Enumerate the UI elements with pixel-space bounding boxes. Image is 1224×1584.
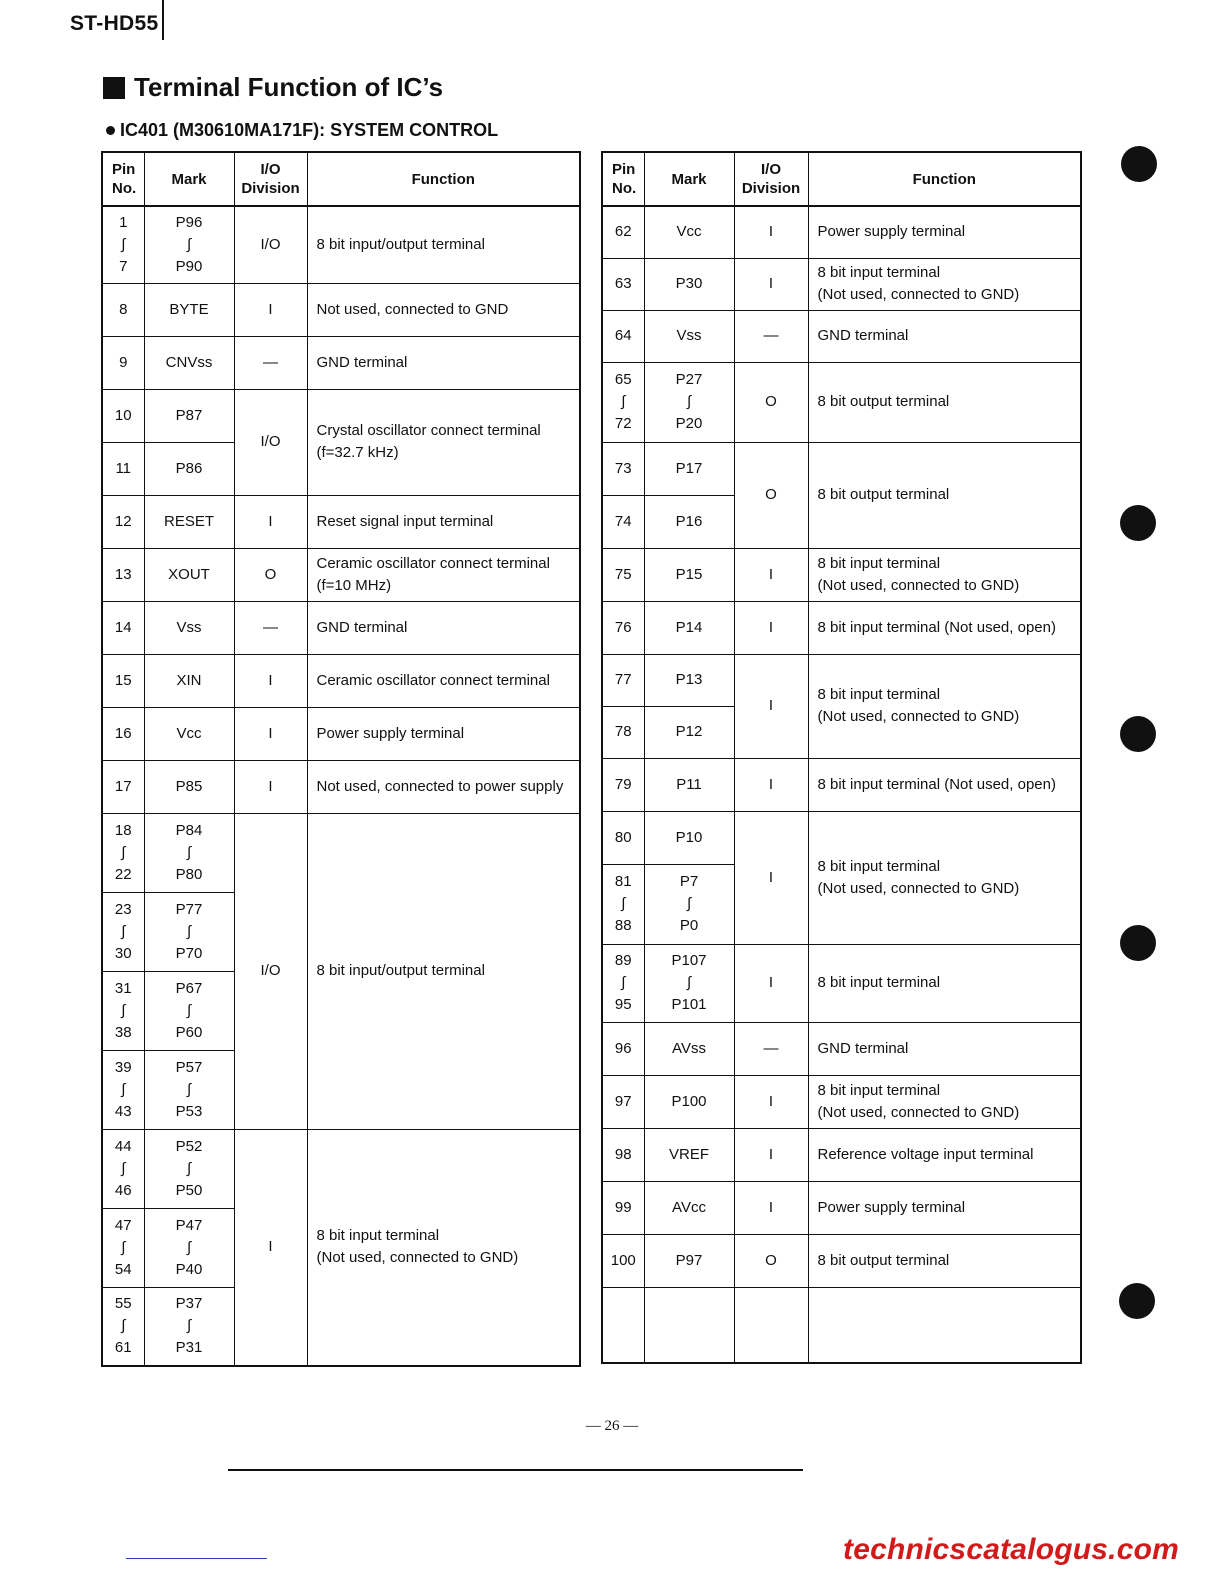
mark-cell: P107 ∫ P101 xyxy=(644,944,734,1022)
io-cell: I xyxy=(734,601,808,654)
function-cell: Crystal oscillator connect terminal (f=32.7 kHz) xyxy=(307,389,580,495)
mark-cell: RESET xyxy=(144,495,234,548)
pin-cell: 78 xyxy=(602,706,644,758)
mark-cell: P15 xyxy=(644,548,734,601)
punch-hole-icon xyxy=(1120,925,1156,961)
mark-cell: P47 ∫ P40 xyxy=(144,1208,234,1287)
mark-cell: P52 ∫ P50 xyxy=(144,1129,234,1208)
io-cell: I/O xyxy=(234,206,307,283)
table-row xyxy=(602,1181,1081,1234)
mark-cell: P77 ∫ P70 xyxy=(144,892,234,971)
io-cell: I xyxy=(234,654,307,707)
function-cell: Power supply terminal xyxy=(307,707,580,760)
io-cell: — xyxy=(234,601,307,654)
pin-cell: 77 xyxy=(602,654,644,706)
page-title-text: Terminal Function of IC’s xyxy=(134,72,444,102)
io-cell: O xyxy=(734,362,808,442)
table-header-row xyxy=(602,152,1081,206)
function-cell: 8 bit input terminal (Not used, connected to GND) xyxy=(307,1129,580,1366)
function-cell: GND terminal xyxy=(808,1022,1081,1075)
page-number: — 26 — xyxy=(585,1418,639,1434)
ic-subtitle-text: IC401 (M30610MA171F): SYSTEM CONTROL xyxy=(120,120,499,140)
pin-cell: 14 xyxy=(102,601,144,654)
io-cell: I xyxy=(734,811,808,944)
table-row xyxy=(602,601,1081,654)
page-title xyxy=(103,72,443,103)
io-cell: I xyxy=(734,206,808,258)
table-row xyxy=(602,442,1081,495)
empty-cell xyxy=(602,1287,644,1363)
io-cell: I xyxy=(734,548,808,601)
square-bullet-icon xyxy=(103,77,125,99)
table-row xyxy=(102,206,580,283)
mark-cell: Vss xyxy=(644,310,734,362)
pin-cell: 73 xyxy=(602,442,644,495)
io-cell: I xyxy=(234,707,307,760)
io-cell: O xyxy=(234,548,307,601)
pin-cell: 62 xyxy=(602,206,644,258)
pin-cell: 97 xyxy=(602,1075,644,1128)
pin-cell: 8 xyxy=(102,283,144,336)
footer-rule xyxy=(228,1469,803,1471)
pin-cell: 18 ∫ 22 xyxy=(102,813,144,892)
mark-cell: XOUT xyxy=(144,548,234,601)
table-row xyxy=(602,944,1081,1022)
col-io-header: I/O Division xyxy=(734,152,808,206)
table-row xyxy=(102,813,580,892)
empty-cell xyxy=(644,1287,734,1363)
mark-cell: P100 xyxy=(644,1075,734,1128)
function-cell: Ceramic oscillator connect terminal xyxy=(307,654,580,707)
function-cell: 8 bit input terminal (Not used, connected to GND) xyxy=(808,654,1081,758)
table-row xyxy=(102,283,580,336)
function-cell: 8 bit input/output terminal xyxy=(307,813,580,1129)
mark-cell: P86 xyxy=(144,442,234,495)
empty-cell xyxy=(734,1287,808,1363)
mark-cell: Vcc xyxy=(144,707,234,760)
function-cell: Power supply terminal xyxy=(808,1181,1081,1234)
io-cell: — xyxy=(734,310,808,362)
io-cell: I xyxy=(734,758,808,811)
mark-cell: Vss xyxy=(144,601,234,654)
pin-cell: 80 xyxy=(602,811,644,864)
col-pin-header: Pin No. xyxy=(602,152,644,206)
pin-cell: 100 xyxy=(602,1234,644,1287)
col-mark-header: Mark xyxy=(144,152,234,206)
table-row xyxy=(102,495,580,548)
table-row xyxy=(602,548,1081,601)
table-row xyxy=(602,1022,1081,1075)
pin-cell: 9 xyxy=(102,336,144,389)
pin-cell: 81 ∫ 88 xyxy=(602,864,644,944)
function-cell: Power supply terminal xyxy=(808,206,1081,258)
io-cell: I xyxy=(234,283,307,336)
table-row xyxy=(602,811,1081,864)
table-row xyxy=(602,1234,1081,1287)
col-mark-header: Mark xyxy=(644,152,734,206)
function-cell: GND terminal xyxy=(307,601,580,654)
function-cell: 8 bit input terminal (Not used, connected to GND) xyxy=(808,548,1081,601)
mark-cell: P10 xyxy=(644,811,734,864)
mark-cell: BYTE xyxy=(144,283,234,336)
io-cell: I xyxy=(734,1181,808,1234)
function-cell: 8 bit input terminal (Not used, connected to GND) xyxy=(808,811,1081,944)
table-row xyxy=(602,1075,1081,1128)
function-cell: Not used, connected to GND xyxy=(307,283,580,336)
function-cell: 8 bit output terminal xyxy=(808,1234,1081,1287)
function-cell: GND terminal xyxy=(808,310,1081,362)
mark-cell: P14 xyxy=(644,601,734,654)
table-row xyxy=(102,1129,580,1208)
function-cell: 8 bit input/output terminal xyxy=(307,206,580,283)
pin-cell: 44 ∫ 46 xyxy=(102,1129,144,1208)
function-cell: 8 bit output terminal xyxy=(808,442,1081,548)
pin-cell: 76 xyxy=(602,601,644,654)
function-cell: 8 bit input terminal (Not used, connected to GND) xyxy=(808,258,1081,310)
function-cell: Not used, connected to power supply xyxy=(307,760,580,813)
mark-cell: VREF xyxy=(644,1128,734,1181)
io-cell: — xyxy=(734,1022,808,1075)
table-row xyxy=(102,654,580,707)
pin-cell: 79 xyxy=(602,758,644,811)
pin-cell: 64 xyxy=(602,310,644,362)
pin-cell: 11 xyxy=(102,442,144,495)
function-cell: GND terminal xyxy=(307,336,580,389)
pin-cell: 31 ∫ 38 xyxy=(102,971,144,1050)
mark-cell: P85 xyxy=(144,760,234,813)
table-row xyxy=(602,654,1081,706)
dot-bullet-icon xyxy=(106,126,115,135)
function-cell: 8 bit input terminal (Not used, open) xyxy=(808,758,1081,811)
mark-cell: AVcc xyxy=(644,1181,734,1234)
mark-cell: P87 xyxy=(144,389,234,442)
io-cell: I xyxy=(734,258,808,310)
table-row xyxy=(102,389,580,442)
punch-hole-icon xyxy=(1121,146,1157,182)
pin-cell: 17 xyxy=(102,760,144,813)
mark-cell: P30 xyxy=(644,258,734,310)
pin-cell: 99 xyxy=(602,1181,644,1234)
table-row xyxy=(102,336,580,389)
pin-cell: 47 ∫ 54 xyxy=(102,1208,144,1287)
pin-cell: 39 ∫ 43 xyxy=(102,1050,144,1129)
ic-subtitle xyxy=(106,120,498,141)
table-row xyxy=(602,310,1081,362)
table-row xyxy=(102,707,580,760)
io-cell: I/O xyxy=(234,813,307,1129)
punch-hole-icon xyxy=(1119,1283,1155,1319)
pin-cell: 12 xyxy=(102,495,144,548)
io-cell: I xyxy=(234,760,307,813)
pin-cell: 1 ∫ 7 xyxy=(102,206,144,283)
col-function-header: Function xyxy=(808,152,1081,206)
mark-cell: P37 ∫ P31 xyxy=(144,1287,234,1366)
pin-cell: 96 xyxy=(602,1022,644,1075)
function-cell: 8 bit input terminal (Not used, connected to GND) xyxy=(808,1075,1081,1128)
io-cell: O xyxy=(734,1234,808,1287)
mark-cell: CNVss xyxy=(144,336,234,389)
mark-cell: P67 ∫ P60 xyxy=(144,971,234,1050)
pin-cell: 10 xyxy=(102,389,144,442)
mark-cell: P11 xyxy=(644,758,734,811)
mark-cell: P7 ∫ P0 xyxy=(644,864,734,944)
col-io-header: I/O Division xyxy=(234,152,307,206)
mark-cell: P17 xyxy=(644,442,734,495)
pin-cell: 63 xyxy=(602,258,644,310)
mark-cell: P57 ∫ P53 xyxy=(144,1050,234,1129)
table-header-row xyxy=(102,152,580,206)
pin-cell: 75 xyxy=(602,548,644,601)
col-function-header: Function xyxy=(307,152,580,206)
mark-cell: P97 xyxy=(644,1234,734,1287)
mark-cell: P12 xyxy=(644,706,734,758)
mark-cell: P16 xyxy=(644,495,734,548)
io-cell: — xyxy=(234,336,307,389)
function-cell: Reference voltage input terminal xyxy=(808,1128,1081,1181)
function-cell: 8 bit output terminal xyxy=(808,362,1081,442)
io-cell: O xyxy=(734,442,808,548)
io-cell: I xyxy=(234,1129,307,1366)
table-row-empty xyxy=(602,1287,1081,1363)
table-row xyxy=(602,206,1081,258)
table-row xyxy=(602,758,1081,811)
table-row xyxy=(602,1128,1081,1181)
mark-cell: Vcc xyxy=(644,206,734,258)
pin-cell: 74 xyxy=(602,495,644,548)
io-cell: I xyxy=(734,944,808,1022)
mark-cell: P27 ∫ P20 xyxy=(644,362,734,442)
table-row xyxy=(102,601,580,654)
io-cell: I/O xyxy=(234,389,307,495)
io-cell: I xyxy=(234,495,307,548)
pin-cell: 89 ∫ 95 xyxy=(602,944,644,1022)
function-cell: 8 bit input terminal xyxy=(808,944,1081,1022)
pin-cell: 23 ∫ 30 xyxy=(102,892,144,971)
mark-cell: P84 ∫ P80 xyxy=(144,813,234,892)
watermark-link[interactable]: technicscatalogus.com xyxy=(843,1533,1179,1566)
mark-cell: P96 ∫ P90 xyxy=(144,206,234,283)
io-cell: I xyxy=(734,1075,808,1128)
table-row xyxy=(102,548,580,601)
pin-cell: 65 ∫ 72 xyxy=(602,362,644,442)
header-rule xyxy=(162,0,164,40)
pin-table-left xyxy=(101,151,581,1367)
col-pin-header: Pin No. xyxy=(102,152,144,206)
link-underline xyxy=(126,1558,267,1559)
pin-cell: 13 xyxy=(102,548,144,601)
model-label: ST-HD55 xyxy=(70,12,159,35)
mark-cell: P13 xyxy=(644,654,734,706)
table-row xyxy=(602,362,1081,442)
punch-hole-icon xyxy=(1120,716,1156,752)
io-cell: I xyxy=(734,1128,808,1181)
pin-cell: 15 xyxy=(102,654,144,707)
mark-cell: AVss xyxy=(644,1022,734,1075)
pin-table-right xyxy=(601,151,1082,1364)
punch-hole-icon xyxy=(1120,505,1156,541)
table-row xyxy=(602,258,1081,310)
empty-cell xyxy=(808,1287,1081,1363)
function-cell: Reset signal input terminal xyxy=(307,495,580,548)
function-cell: Ceramic oscillator connect terminal (f=10 MHz) xyxy=(307,548,580,601)
function-cell: 8 bit input terminal (Not used, open) xyxy=(808,601,1081,654)
io-cell: I xyxy=(734,654,808,758)
mark-cell: XIN xyxy=(144,654,234,707)
table-row xyxy=(102,760,580,813)
pin-cell: 98 xyxy=(602,1128,644,1181)
pin-cell: 16 xyxy=(102,707,144,760)
pin-cell: 55 ∫ 61 xyxy=(102,1287,144,1366)
